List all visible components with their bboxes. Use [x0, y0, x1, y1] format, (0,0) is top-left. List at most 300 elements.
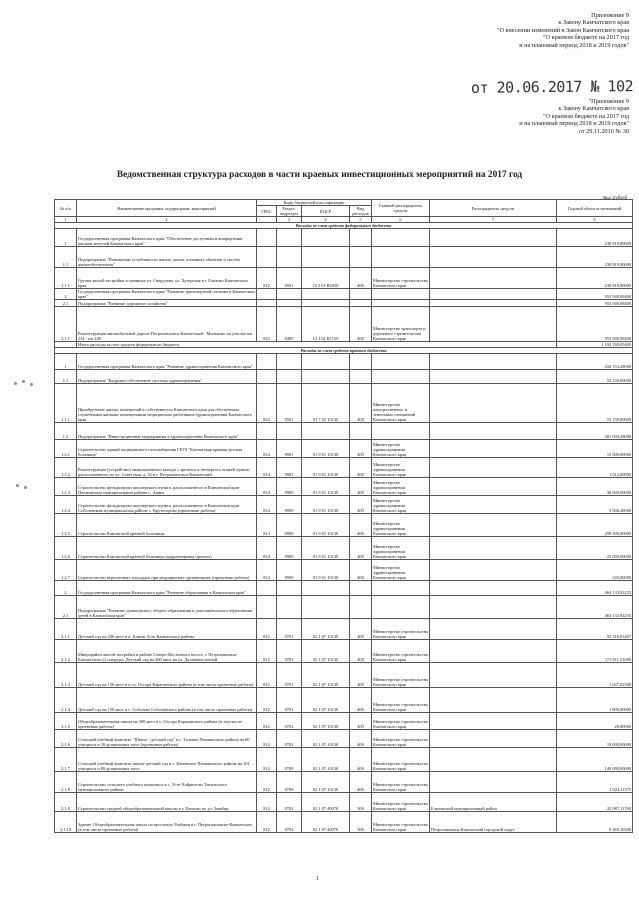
cell-admin: [430, 748, 557, 772]
cell-main-admin: Министерство здравоохранения Камчатского края: [372, 458, 430, 478]
cell-section: [277, 229, 302, 247]
cell-grbs: 814: [257, 537, 277, 560]
col-header-amount: Годовой объем ассигнований: [557, 200, 633, 217]
cell-name: Здание. Общеобразовательная школа по проспекту Рыбаков в г. Петропавловске-Камчатском (в том числе проектные работы): [77, 812, 257, 833]
cell-admin: [430, 514, 557, 537]
cell-ksr: 02 1 07 10130: [302, 772, 350, 793]
cell-vr: 400: [350, 268, 372, 289]
table-row: [55, 772, 633, 793]
cell-main-admin: [372, 289, 430, 300]
cell-amount: 238 819,80000: [557, 268, 633, 289]
cell-num: 1: [55, 354, 77, 370]
cell-vr: 400: [350, 440, 372, 458]
section-separator-label: Расходы за счет средств краевого бюджета: [55, 348, 633, 354]
col-header-section: Раздел, подраздел: [277, 206, 302, 217]
cell-amount: 238 819,80000: [557, 247, 633, 268]
cell-admin: [430, 560, 557, 581]
appendix-line: от 29.11.2016 № 30: [578, 127, 629, 135]
cell-admin: [430, 640, 557, 663]
cell-ksr: [302, 229, 350, 247]
cell-ksr: 01 9 01 10130: [302, 440, 350, 458]
cell-vr: [350, 581, 372, 596]
cell-amount: 25 000,00000: [557, 537, 633, 560]
cell-name: Группа жилой застройки в границах ул. Свердлова, ул. Хутерская в г. Елизово Камчатского края: [77, 268, 257, 289]
cell-amount: 20,00000: [557, 713, 633, 730]
total-amount: 1 192 760,05400: [557, 342, 633, 348]
appendix-line: к Закону Камчатского края: [558, 19, 629, 27]
cell-name: Строительство фельдшерско-акушерского пункта, расположенного в Камчатском крае Пенжинском муниципальном районе с. Аянка: [77, 478, 257, 496]
cell-name: Реконструкция автомобильной дороги Петропавловск-Камчатский - Мильково на участке км 231 - км 249: [77, 307, 257, 342]
table-row: [55, 229, 633, 247]
cell-ksr: [302, 247, 350, 268]
cell-amount: 93 316,81467: [557, 619, 633, 640]
cell-num: 1.2.1: [55, 440, 77, 458]
table-row: [55, 748, 633, 772]
cell-num: 2: [55, 289, 77, 300]
cell-main-admin: [372, 247, 430, 268]
cell-grbs: [257, 370, 277, 384]
cell-grbs: [257, 581, 277, 596]
total-label: Итого расходы за счет средств федерального бюджета: [77, 342, 557, 348]
cell-section: [277, 423, 302, 440]
cell-name: Строительство зданий медицинского газоснабжения ГБУЗ "Камчатская краевая детская больница": [77, 440, 257, 458]
cell-main-admin: [372, 300, 430, 307]
cell-name: Детский сад на 150 мест в с. Соболево Соболевского района (в том числе проектные работы): [77, 688, 257, 713]
appendix-line: и на плановый период 2018 и 2019 годов": [519, 120, 629, 128]
cell-name: Общеобразовательная школа на 300 мест в с. Оссора Карагинского района (в том числе проектные работы): [77, 713, 257, 730]
cell-grbs: 814: [257, 458, 277, 478]
cell-admin: [430, 423, 557, 440]
cell-admin: [430, 713, 557, 730]
cell-amount: 381 003,28000: [557, 423, 633, 440]
cell-name: Строительство вертолетных площадок при медицинских организациях (проектные работы): [77, 560, 257, 581]
cell-grbs: 812: [257, 793, 277, 812]
cell-admin: [430, 370, 557, 384]
col-number: 1: [55, 217, 77, 223]
cell-ksr: [302, 370, 350, 384]
table-row: [55, 440, 633, 458]
cell-admin: [430, 247, 557, 268]
cell-ksr: [302, 596, 350, 619]
cell-grbs: [257, 423, 277, 440]
cell-ksr: 10 2 01 R1050: [302, 268, 350, 289]
cell-vr: 400: [350, 458, 372, 478]
cell-amount: 19 000,00000: [557, 730, 633, 748]
col-number: 4: [302, 217, 350, 223]
cell-section: 0909: [277, 478, 302, 496]
cell-num: 2.1: [55, 300, 77, 307]
cell-num: 1.2: [55, 423, 77, 440]
col-number: 5: [350, 217, 372, 223]
expenditure-table: [54, 199, 633, 833]
cell-grbs: 812: [257, 772, 277, 793]
cell-main-admin: Министерство строительства Камчатского края: [372, 663, 430, 688]
cell-main-admin: Министерство строительства Камчатского края: [372, 812, 430, 833]
cell-vr: 400: [350, 619, 372, 640]
col-header-vr: Вид расходов: [350, 206, 372, 217]
cell-main-admin: Министерство здравоохранения Камчатского края: [372, 560, 430, 581]
cell-vr: 400: [350, 663, 372, 688]
table-row: [55, 458, 633, 478]
cell-ksr: 01 9 01 10130: [302, 478, 350, 496]
cell-admin: [430, 619, 557, 640]
table-row: [55, 730, 633, 748]
cell-name: Подпрограмма "Кадровое обеспечение системы здравоохранения": [77, 370, 257, 384]
cell-vr: 400: [350, 730, 372, 748]
cell-section: 0909: [277, 560, 302, 581]
units-label: тыс.рублей: [602, 196, 627, 201]
cell-grbs: 812: [257, 812, 277, 833]
cell-name: Государственная программа Камчатского края "Развитие здравоохранения Камчатского края": [77, 354, 257, 370]
col-number: 2: [77, 217, 257, 223]
cell-num: 1.2.4: [55, 496, 77, 514]
cell-amount: 1 800,00000: [557, 688, 633, 713]
cell-num: 1.2.7: [55, 560, 77, 581]
cell-section: 0701: [277, 663, 302, 688]
cell-admin: [430, 268, 557, 289]
cell-grbs: 814: [257, 514, 277, 537]
cell-section: 0701: [277, 688, 302, 713]
cell-admin: [430, 537, 557, 560]
table-row: [55, 581, 633, 596]
cell-name: Сельский учебный комплекс школа-детский сад в с. Каменское Пенжинского района на 161 учащихся и 80 дошкольных мест: [77, 748, 257, 772]
appendix-line: и на плановый период 2018 и 2019 годов": [519, 41, 629, 49]
cell-ksr: 02 1 07 10130: [302, 688, 350, 713]
cell-section: 0501: [277, 268, 302, 289]
cell-section: 0709: [277, 772, 302, 793]
cell-name: Подпрограмма "Развитие дорожного хозяйства": [77, 300, 257, 307]
cell-admin: [430, 772, 557, 793]
cell-name: Строительство сельского учебного комплекса в с. Усть-Хайрюзово Тигильского муниципального района: [77, 772, 257, 793]
col-header-ksr: КЦСР: [302, 206, 350, 217]
table-row: [55, 496, 633, 514]
cell-num: 1.1.1: [55, 268, 77, 289]
cell-ksr: 01 9 01 10130: [302, 458, 350, 478]
cell-grbs: 812: [257, 688, 277, 713]
table-row: [55, 596, 633, 619]
cell-main-admin: Министерство строительства Камчатского края: [372, 793, 430, 812]
cell-name: Подпрограмма "Развитие дошкольного, общего образования и дополнительного образования детей в Камчатском крае": [77, 596, 257, 619]
page-number: 1: [316, 876, 319, 882]
cell-name: Государственная программа Камчатского края "Развитие образования в Камчатском крае": [77, 581, 257, 596]
cell-section: [277, 247, 302, 268]
cell-main-admin: [372, 423, 430, 440]
cell-section: 0409: [277, 307, 302, 342]
cell-num: 1.1: [55, 247, 77, 268]
header-row: [55, 200, 633, 206]
cell-num: 1.1: [55, 370, 77, 384]
cell-grbs: 814: [257, 478, 277, 496]
appendix-line: "Приложение 9: [588, 98, 629, 105]
cell-admin: Петропавловск-Камчатский городской округ: [430, 812, 557, 833]
cell-vr: 400: [350, 496, 372, 514]
cell-amount: 953 940,08400: [557, 289, 633, 300]
col-number: 6: [372, 217, 430, 223]
appendix-line: к Закону Камчатского края: [558, 105, 629, 113]
cell-name: Приобретение жилых помещений в собственность Камчатского края для обеспечения служебными жилыми помещениями медицинских работников здравоохранения Камчатского края: [77, 384, 257, 423]
cell-ksr: 01 9 01 10130: [302, 537, 350, 560]
cell-amount: 434 153,28000: [557, 354, 633, 370]
table-row: [55, 423, 633, 440]
table-row: [55, 688, 633, 713]
cell-section: 0501: [277, 384, 302, 423]
cell-grbs: 814: [257, 440, 277, 458]
cell-main-admin: Министерство строительства Камчатского края: [372, 268, 430, 289]
cell-main-admin: [372, 596, 430, 619]
cell-name: Сельский учебный комплекс "Школа - детский сад" в с. Таловка Пенжинского района на 60 учащихся и 30 дошкольных мест (проектные работы): [77, 730, 257, 748]
cell-admin: [430, 300, 557, 307]
cell-vr: 400: [350, 384, 372, 423]
cell-vr: [350, 289, 372, 300]
table-row: [55, 640, 633, 663]
appendix-line: "О краевом бюджете на 2017 год: [543, 112, 629, 120]
cell-grbs: 812: [257, 663, 277, 688]
binding-holes: [14, 380, 36, 490]
cell-grbs: [257, 247, 277, 268]
cell-ksr: 01 9 01 10130: [302, 560, 350, 581]
cell-num: 2.1.2: [55, 640, 77, 663]
table-row: [55, 663, 633, 688]
cell-vr: 400: [350, 537, 372, 560]
cell-section: 0701: [277, 619, 302, 640]
cell-grbs: 812: [257, 619, 277, 640]
cell-vr: 400: [350, 688, 372, 713]
cell-grbs: 812: [257, 640, 277, 663]
cell-grbs: [257, 289, 277, 300]
table-row: [55, 713, 633, 730]
cell-num: 2.1.1: [55, 307, 77, 342]
cell-main-admin: [372, 370, 430, 384]
cell-num: 2.1.4: [55, 688, 77, 713]
cell-grbs: [257, 596, 277, 619]
cell-num: 1.2.5: [55, 514, 77, 537]
col-header-admin: Распорядитель средств: [430, 200, 557, 217]
cell-vr: 400: [350, 640, 372, 663]
cell-amount: 953 940,08400: [557, 307, 633, 342]
cell-ksr: 02 1 07 10130: [302, 663, 350, 688]
col-number: 9: [557, 217, 633, 223]
cell-grbs: [257, 354, 277, 370]
cell-name: Строительство фельдшерско-акушерского пункта, расположенного в Камчатском крае Соболевском муниципальном районе с. Крутогорово (проектные работы): [77, 496, 257, 514]
cell-amount: 140 000,00000: [557, 748, 633, 772]
col-header-num: № п/п: [55, 200, 77, 217]
appendix-line: Приложение 9: [591, 12, 629, 19]
cell-section: 0901: [277, 440, 302, 458]
cell-ksr: [302, 423, 350, 440]
cell-amount: 22 987,11760: [557, 793, 633, 812]
cell-ksr: 02 1 07 10130: [302, 748, 350, 772]
cell-ksr: [302, 289, 350, 300]
cell-section: 0902: [277, 458, 302, 478]
cell-num: 1.2.3: [55, 478, 77, 496]
cell-grbs: 812: [257, 268, 277, 289]
cell-section: 0909: [277, 496, 302, 514]
document-title: Ведомственная структура расходов в части краевых инвестиционных мероприятий на 2017 год: [116, 170, 523, 180]
cell-ksr: [302, 581, 350, 596]
cell-admin: [430, 354, 557, 370]
cell-ksr: 02 1 07 10130: [302, 619, 350, 640]
cell-admin: [430, 663, 557, 688]
cell-amount: 1 924,11375: [557, 772, 633, 793]
cell-section: [277, 300, 302, 307]
cell-admin: [430, 596, 557, 619]
cell-ksr: 01 7 02 10130: [302, 384, 350, 423]
cell-name: Реконструкция (устройство) эвакуационного выхода с третьего и четвертого этажей здания, расположенного по ул. Советская, д. 32 в г. Петропавловск-Камчатский: [77, 458, 257, 478]
cell-section: [277, 370, 302, 384]
cell-section: 0702: [277, 812, 302, 833]
table-row: [55, 560, 633, 581]
cell-vr: 500: [350, 812, 372, 833]
cell-admin: [430, 730, 557, 748]
date-number-stamp: от 20.06.2017 № 102: [470, 77, 634, 97]
cell-amount: 464 133,92235: [557, 581, 633, 596]
cell-amount: 1 047,02500: [557, 663, 633, 688]
table-row: [55, 300, 633, 307]
cell-grbs: 822: [257, 384, 277, 423]
cell-ksr: 02 1 07 40070: [302, 793, 350, 812]
cell-num: 2.1.6: [55, 730, 77, 748]
cell-section: 0909: [277, 514, 302, 537]
cell-vr: 400: [350, 514, 372, 537]
table-row: [55, 354, 633, 370]
cell-section: 0709: [277, 748, 302, 772]
col-header-grbs: ГРБС: [257, 206, 277, 217]
table-row: [55, 247, 633, 268]
cell-vr: 400: [350, 713, 372, 730]
cell-main-admin: [372, 581, 430, 596]
cell-main-admin: Министерство здравоохранения Камчатского края: [372, 440, 430, 458]
table-row: [55, 478, 633, 496]
cell-section: [277, 289, 302, 300]
cell-name: Подпрограмма "Инвестиционные мероприятия в здравоохранении Камчатского края": [77, 423, 257, 440]
table-row: [55, 514, 633, 537]
cell-admin: [430, 384, 557, 423]
cell-main-admin: [372, 229, 430, 247]
cell-amount: 3 946,28000: [557, 496, 633, 514]
cell-grbs: 812: [257, 730, 277, 748]
cell-amount: 953 940,08400: [557, 300, 633, 307]
cell-name: Строительство Камчатской краевой больницы (корректировка проекта): [77, 537, 257, 560]
cell-amount: 245,00000: [557, 560, 633, 581]
cell-num: 2.1.9: [55, 793, 77, 812]
cell-section: 0909: [277, 537, 302, 560]
cell-admin: [430, 307, 557, 342]
cell-main-admin: Министерство здравоохранения Камчатского края: [372, 478, 430, 496]
cell-amount: 36 600,00000: [557, 478, 633, 496]
cell-main-admin: Министерство строительства Камчатского края: [372, 730, 430, 748]
cell-main-admin: [372, 354, 430, 370]
cell-main-admin: Министерство строительства Камчатского края: [372, 713, 430, 730]
cell-vr: 400: [350, 560, 372, 581]
cell-amount: 15 000,00000: [557, 440, 633, 458]
appendix-line: "О краевом бюджете на 2017 год: [543, 34, 629, 42]
cell-name: Подпрограмма "Повышение устойчивости жилых домов, основных объектов и систем жизнеобеспечения": [77, 247, 257, 268]
appendix-header-original: [519, 98, 629, 135]
cell-main-admin: Министерство строительства Камчатского края: [372, 640, 430, 663]
cell-section: [277, 354, 302, 370]
cell-amount: 9 265,36500: [557, 812, 633, 833]
cell-main-admin: Министерство строительства Камчатского края: [372, 619, 430, 640]
cell-num: 2.1.1: [55, 619, 77, 640]
cell-amount: 53 150,00000: [557, 370, 633, 384]
cell-grbs: [257, 229, 277, 247]
cell-name: Государственная программа Камчатского края "Обеспечение доступным и комфортным жильем жителей Камчатского края": [77, 229, 257, 247]
cell-admin: [430, 289, 557, 300]
col-number: 3: [277, 217, 302, 223]
col-number: 7: [430, 217, 557, 223]
cell-main-admin: Министерство здравоохранения Камчатского края: [372, 496, 430, 514]
table-row: [55, 619, 633, 640]
appendix-header-new: [497, 12, 629, 49]
cell-grbs: 814: [257, 560, 277, 581]
cell-ksr: 12 1 02 R1150: [302, 307, 350, 342]
cell-name: Микрорайон жилой застройки в районе Северо-Восточного шоссе, г. Петропавловск-Камчатского (2 очередь). Детский сад на 260 мест на ул. Дальневосточной: [77, 640, 257, 663]
cell-num: 2.1: [55, 596, 77, 619]
cell-ksr: [302, 300, 350, 307]
cell-main-admin: Министерство имущественных и земельных отношений Камчатского края: [372, 384, 430, 423]
cell-vr: [350, 229, 372, 247]
cell-name: Государственная программа Камчатского края "Развитие транспортной системы в Камчатском крае": [78, 289, 255, 299]
cell-main-admin: Министерство строительства Камчатского края: [372, 688, 430, 713]
cell-ksr: 01 9 01 10130: [302, 496, 350, 514]
cell-admin: Елизовский муниципальный район: [430, 793, 557, 812]
cell-grbs: 812: [257, 713, 277, 730]
cell-main-admin: Министерство здравоохранения Камчатского края: [372, 514, 430, 537]
cell-amount: 464 133,92235: [557, 596, 633, 619]
cell-name: Детский сад на 150 мест в п.г.т. Оссора Карагинского района (в том числе проектные работы): [77, 663, 257, 688]
cell-grbs: 812: [257, 748, 277, 772]
cell-ksr: 02 1 07 40070: [302, 812, 350, 833]
cell-ksr: [302, 354, 350, 370]
cell-num: 2.1.10: [55, 812, 77, 833]
cell-admin: [430, 478, 557, 496]
cell-vr: [350, 247, 372, 268]
table-row: [55, 793, 633, 812]
section-separator-label: Расходы за счет средств федерального бюджета: [55, 223, 633, 229]
cell-main-admin: Министерство строительства Камчатского края: [372, 772, 430, 793]
cell-admin: [430, 688, 557, 713]
cell-ksr: 01 9 01 10130: [302, 514, 350, 537]
cell-amount: 299 300,00000: [557, 514, 633, 537]
cell-vr: [350, 423, 372, 440]
col-header-main-admin: Главный распорядитель средств: [372, 200, 430, 217]
cell-vr: 400: [350, 772, 372, 793]
cell-num: 1: [55, 229, 77, 247]
cell-ksr: 02 1 07 10130: [302, 713, 350, 730]
cell-admin: [430, 458, 557, 478]
col-header-codes: Коды бюджетной классификации: [257, 200, 372, 206]
table-body: [55, 223, 633, 833]
cell-main-admin: Министерство здравоохранения Камчатского края: [372, 537, 430, 560]
cell-amount: 238 819,80000: [557, 229, 633, 247]
cell-grbs: 814: [257, 496, 277, 514]
cell-admin: [430, 229, 557, 247]
cell-vr: [350, 370, 372, 384]
cell-num: 2.1.3: [55, 663, 77, 688]
table-row: [55, 289, 633, 300]
cell-section: 0702: [277, 793, 302, 812]
cell-admin: [430, 581, 557, 596]
cell-num: 1.1.1: [55, 384, 77, 423]
cell-vr: 500: [350, 793, 372, 812]
cell-amount: 1 612,00000: [557, 458, 633, 478]
cell-ksr: 02 1 07 10130: [302, 640, 350, 663]
cell-amount: 53 150,00000: [557, 384, 633, 423]
appendix-line: "О внесении изменений в Закон Камчатского края: [497, 26, 629, 34]
table-row: [55, 537, 633, 560]
cell-grbs: [257, 300, 277, 307]
cell-num: 2.1.5: [55, 713, 77, 730]
